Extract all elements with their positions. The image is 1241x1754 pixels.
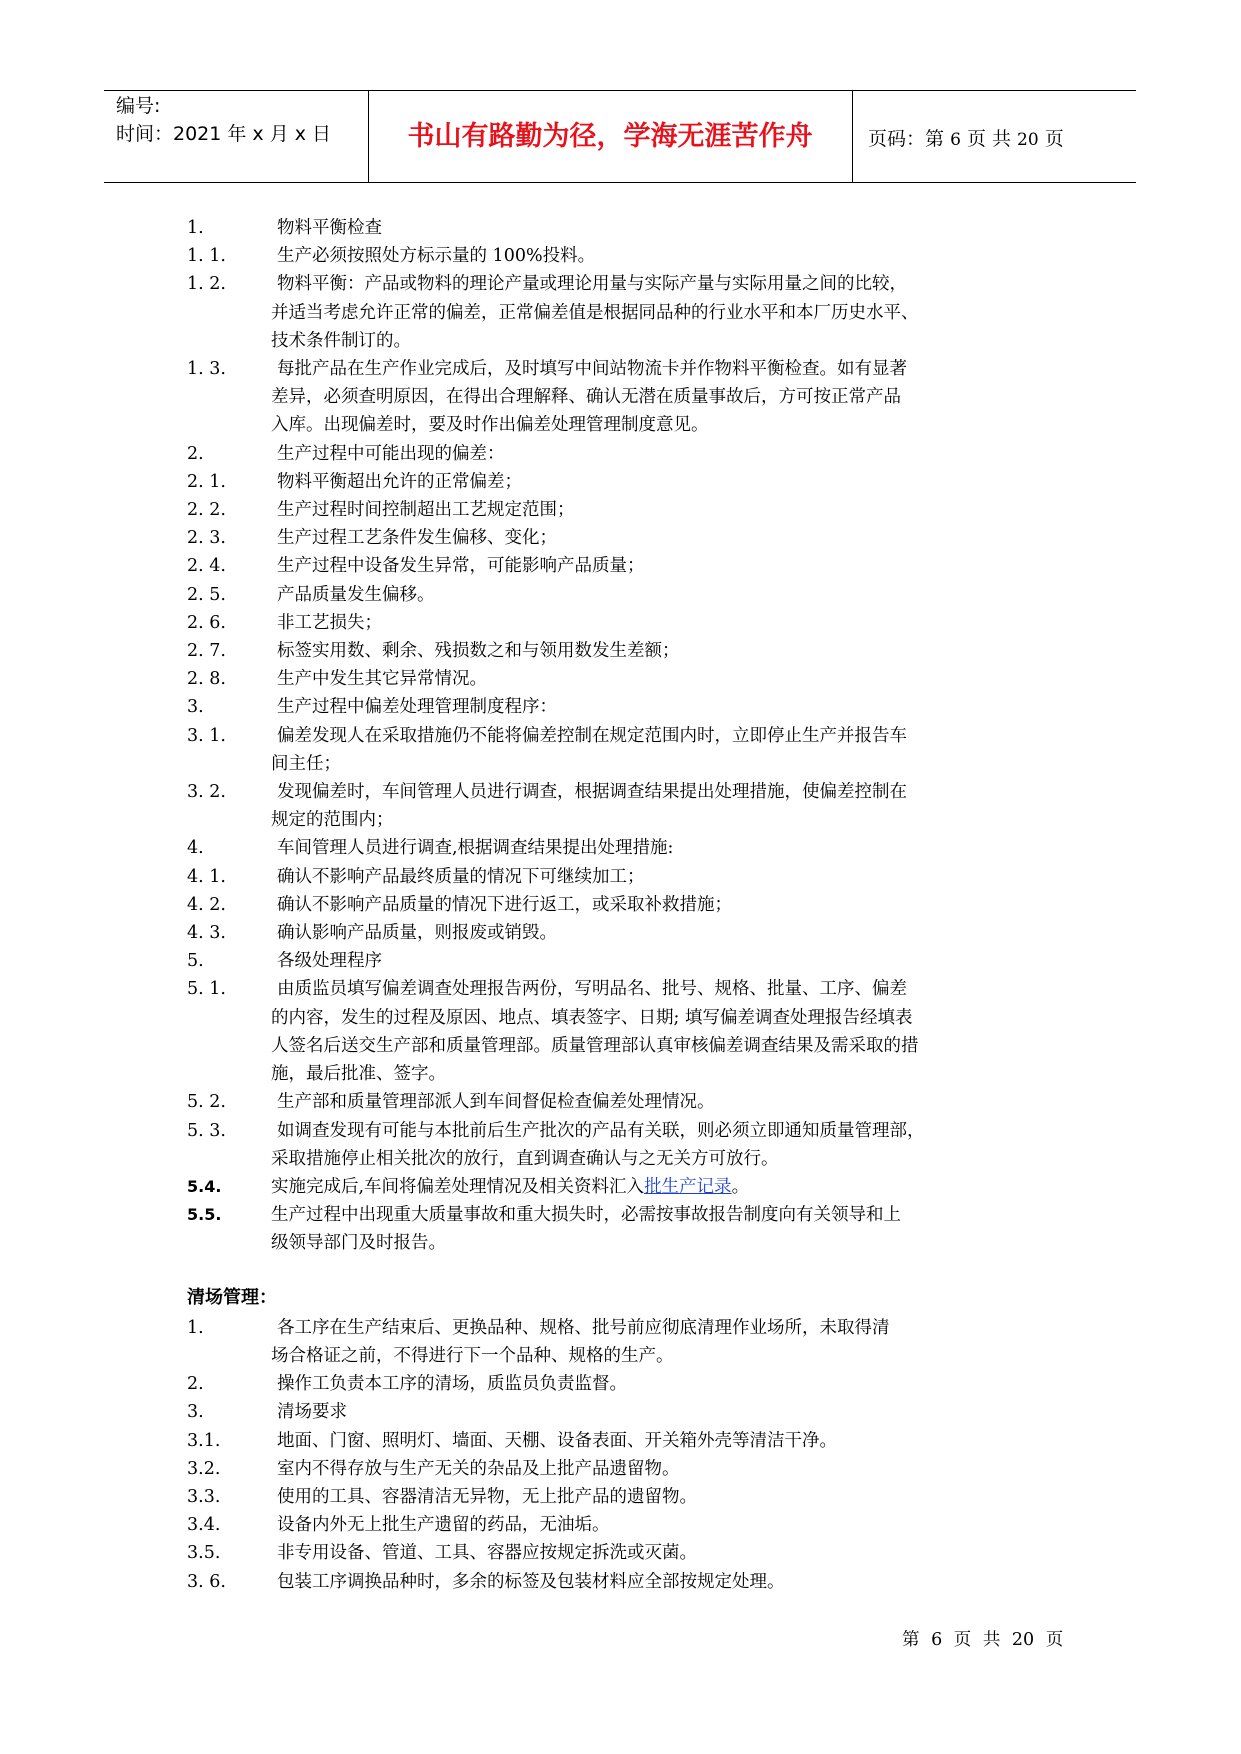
list-item xyxy=(187,1201,1067,1257)
item-line: 产品质量发生偏移。 xyxy=(277,584,435,605)
item-line: 的内容，发生的过程及原因、地点、填表签字、日期; 填写偏差调查处理报告经填表 xyxy=(271,1007,913,1028)
list-item xyxy=(187,919,1067,947)
item-text xyxy=(271,1398,1067,1426)
item-text xyxy=(271,1173,1067,1201)
page-footer: 第 6 页 共 20 页 xyxy=(902,1630,1064,1650)
item-line: 设备内外无上批生产遗留的药品，无油垢。 xyxy=(277,1515,610,1536)
item-text xyxy=(271,524,1067,552)
item-number: 2. xyxy=(187,443,204,464)
document-body xyxy=(187,214,1067,1596)
item-number: 5. 3. xyxy=(187,1120,226,1141)
item-line: 室内不得存放与生产无关的杂品及上批产品遗留物。 xyxy=(277,1458,680,1479)
list-item xyxy=(187,1483,1067,1511)
list-item xyxy=(187,270,1067,355)
item-number: 3.5. xyxy=(187,1543,221,1564)
motto: 书山有路勤为径，学海无涯苦作舟 xyxy=(407,121,813,152)
item-number: 5. 2. xyxy=(187,1092,226,1113)
list-item xyxy=(187,1539,1067,1567)
item-text xyxy=(271,1117,1067,1173)
item-line: 物料平衡超出允许的正常偏差； xyxy=(277,471,522,492)
list-item xyxy=(187,242,1067,270)
list-item xyxy=(187,214,1067,242)
list-item xyxy=(187,722,1067,778)
header-divider-right xyxy=(852,90,853,182)
item-line: 采取措施停止相关批次的放行，直到调查确认与之无关方可放行。 xyxy=(271,1148,779,1169)
item-line: 入库。出现偏差时，要及时作出偏差处理管理制度意见。 xyxy=(271,415,709,436)
page-total: 20 xyxy=(1017,130,1039,150)
item-line: 标签实用数、剩余、残损数之和与领用数发生差额； xyxy=(277,641,680,662)
item-text xyxy=(271,834,1067,862)
item-text xyxy=(271,863,1067,891)
deviation-list xyxy=(187,214,1067,1173)
item-line: 规定的范围内； xyxy=(271,810,394,831)
item-number: 1. xyxy=(187,218,204,238)
list-item xyxy=(187,1427,1067,1455)
list-item xyxy=(187,581,1067,609)
item-number: 2. 6. xyxy=(187,612,226,633)
item-number: 2. 8. xyxy=(187,669,226,690)
list-item xyxy=(187,1314,1067,1370)
item-number: 5.4. xyxy=(187,1176,222,1196)
item-line: 清场要求 xyxy=(277,1402,347,1423)
item-text xyxy=(271,242,1067,270)
item-number: 3.2. xyxy=(187,1458,221,1479)
list-item xyxy=(187,1088,1067,1116)
item-number: 1. 1. xyxy=(187,246,226,267)
item-line: 生产过程中出现重大质量事故和重大损失时，必需按事故报告制度向有关领导和上 xyxy=(271,1205,901,1226)
list-item xyxy=(187,1455,1067,1483)
item-line: 生产部和质量管理部派人到车间督促检查偏差处理情况。 xyxy=(277,1092,715,1113)
item-text xyxy=(271,355,1067,440)
item-text xyxy=(271,665,1067,693)
item-line: 使用的工具、容器清洁无异物，无上批产品的遗留物。 xyxy=(277,1486,697,1507)
item-text xyxy=(271,1483,1067,1511)
item-number: 2. 1. xyxy=(187,471,226,492)
item-text xyxy=(271,1455,1067,1483)
item-line: 生产过程工艺条件发生偏移、变化； xyxy=(277,528,557,549)
list-item xyxy=(187,355,1067,440)
item-number: 3. xyxy=(187,1402,204,1423)
list-item xyxy=(187,778,1067,834)
header-bottom-border xyxy=(104,182,1136,183)
item-text xyxy=(271,1088,1067,1116)
item-text xyxy=(271,975,1067,1088)
item-number: 5.5. xyxy=(187,1205,222,1225)
item-text xyxy=(271,1568,1067,1596)
item-line: 发现偏差时，车间管理人员进行调查，根据调查结果提出处理措施，使偏差控制在 xyxy=(277,782,907,803)
item-number: 4. xyxy=(187,838,204,859)
list-item xyxy=(187,552,1067,580)
item-number: 4. 3. xyxy=(187,923,226,944)
list-item xyxy=(187,496,1067,524)
item-number: 5. 1. xyxy=(187,979,226,1000)
item-line: 差异，必须查明原因，在得出合理解释、确认无潜在质量事故后，方可按正常产品 xyxy=(271,387,901,408)
item-text xyxy=(271,468,1067,496)
list-item xyxy=(187,891,1067,919)
list-item xyxy=(187,609,1067,637)
list-item xyxy=(187,665,1067,693)
item-line: 间主任； xyxy=(271,753,341,774)
item-text xyxy=(271,1511,1067,1539)
batch-record-link[interactable]: 批生产记录 xyxy=(644,1176,732,1197)
list-item xyxy=(187,1117,1067,1173)
item-number: 3.4. xyxy=(187,1515,221,1536)
item-text xyxy=(271,722,1067,778)
item-number: 3. 6. xyxy=(187,1571,226,1592)
item-text xyxy=(271,270,1067,355)
item-number: 2. xyxy=(187,1374,204,1395)
page-middle: 页 共 xyxy=(966,128,1011,150)
item-line: 生产过程时间控制超出工艺规定范围； xyxy=(277,500,575,521)
item-text xyxy=(271,1539,1067,1567)
item-number: 1. xyxy=(187,1317,204,1338)
item-line: 级领导部门及时报告。 xyxy=(271,1233,446,1254)
list-item xyxy=(187,975,1067,1088)
item-text xyxy=(271,581,1067,609)
item-line: 地面、门窗、照明灯、墙面、天棚、设备表面、开关箱外壳等清洁干净。 xyxy=(277,1430,837,1451)
list-item xyxy=(187,637,1067,665)
time-label: 时间：2021 年 x 月 x 日 xyxy=(116,123,332,145)
list-item xyxy=(187,1398,1067,1426)
item-text xyxy=(271,1427,1067,1455)
list-item xyxy=(187,1173,1067,1201)
section-title-cleanup: 清场管理： xyxy=(187,1286,277,1308)
item-text xyxy=(271,693,1067,721)
item-number: 5. xyxy=(187,951,204,972)
item-number: 4. 1. xyxy=(187,866,226,887)
item-text xyxy=(271,1370,1067,1398)
item-line: 每批产品在生产作业完成后，及时填写中间站物流卡并作物料平衡检查。如有显著 xyxy=(277,359,907,380)
item-line: 生产必须按照处方标示量的 100%投料。 xyxy=(277,246,596,267)
item-number: 1. 2. xyxy=(187,274,226,295)
item-text xyxy=(271,891,1067,919)
item-line: 确认不影响产品质量的情况下进行返工，或采取补救措施； xyxy=(277,894,732,915)
item-text xyxy=(271,947,1067,975)
item-line: 由质监员填写偏差调查处理报告两份，写明品名、批号、规格、批量、工序、偏差 xyxy=(277,979,907,1000)
list-item xyxy=(187,947,1067,975)
item-text xyxy=(271,778,1067,834)
item-line: 并适当考虑允许正常的偏差，正常偏差值是根据同品种的行业水平和本厂历史水平、 xyxy=(271,302,919,323)
item-line: 各级处理程序 xyxy=(277,951,382,972)
item-text xyxy=(271,637,1067,665)
item-number: 2. 4. xyxy=(187,556,226,577)
page-current: 6 xyxy=(950,130,961,150)
number-label: 编号: xyxy=(116,95,161,117)
item-number: 2. 3. xyxy=(187,528,226,549)
page-indicator xyxy=(868,124,1064,151)
list-item xyxy=(187,1568,1067,1596)
item-number: 3.1. xyxy=(187,1430,221,1451)
item-line: 车间管理人员进行调查,根据调查结果提出处理措施: xyxy=(277,838,674,859)
item-number: 4. 2. xyxy=(187,894,226,915)
item-line: 生产过程中偏差处理管理制度程序： xyxy=(277,697,557,718)
list-item xyxy=(187,834,1067,862)
cleanup-list xyxy=(187,1314,1067,1596)
item-line: 生产过程中可能出现的偏差： xyxy=(277,443,505,464)
item-text xyxy=(271,214,1067,242)
item-number: 1. 3. xyxy=(187,359,226,380)
list-item xyxy=(187,440,1067,468)
item-line: 确认不影响产品最终质量的情况下可继续加工； xyxy=(277,866,645,887)
list-item xyxy=(187,1511,1067,1539)
list-item xyxy=(187,1370,1067,1398)
item-line: 确认影响产品质量，则报废或销毁。 xyxy=(277,923,557,944)
item-text xyxy=(271,440,1067,468)
item-number: 2. 7. xyxy=(187,641,226,662)
item-line: 包装工序调换品种时，多余的标签及包装材料应全部按规定处理。 xyxy=(277,1571,785,1592)
item-text-before: 实施完成后,车间将偏差处理情况及相关资料汇入 xyxy=(271,1176,645,1197)
item-text xyxy=(271,496,1067,524)
item-line: 施，最后批准、签字。 xyxy=(271,1064,446,1085)
item-line: 生产过程中设备发生异常，可能影响产品质量； xyxy=(277,556,645,577)
page-suffix: 页 xyxy=(1044,128,1064,150)
item-line: 生产中发生其它异常情况。 xyxy=(277,669,487,690)
header-left-cell xyxy=(116,92,331,148)
header-top-border xyxy=(104,90,1136,91)
item-text xyxy=(271,1201,1067,1257)
item-line: 物料平衡：产品或物料的理论产量或理论用量与实际产量与实际用量之间的比较， xyxy=(277,274,907,295)
item-line: 人签名后送交生产部和质量管理部。质量管理部认真审核偏差调查结果及需采取的措 xyxy=(271,1035,919,1056)
list-item xyxy=(187,468,1067,496)
list-item xyxy=(187,524,1067,552)
item-text xyxy=(271,919,1067,947)
item-line: 非工艺损失； xyxy=(277,612,382,633)
item-number: 3. xyxy=(187,697,204,718)
item-line: 技术条件制订的。 xyxy=(271,330,411,351)
item-text xyxy=(271,609,1067,637)
item-number: 2. 2. xyxy=(187,500,226,521)
list-item xyxy=(187,863,1067,891)
item-line: 物料平衡检查 xyxy=(277,218,382,238)
page-prefix: 页码：第 xyxy=(868,128,945,150)
item-line: 如调查发现有可能与本批前后生产批次的产品有关联，则必须立即通知质量管理部， xyxy=(277,1120,925,1141)
item-line: 操作工负责本工序的清场，质监员负责监督。 xyxy=(277,1374,627,1395)
item-line: 偏差发现人在采取措施仍不能将偏差控制在规定范围内时，立即停止生产并报告车 xyxy=(277,725,907,746)
item-text-after: 。 xyxy=(731,1176,750,1197)
item-line: 场合格证之前，不得进行下一个品种、规格的生产。 xyxy=(271,1345,674,1366)
item-text xyxy=(271,1314,1067,1370)
item-number: 3. 2. xyxy=(187,782,226,803)
item-number: 2. 5. xyxy=(187,584,226,605)
item-number: 3. 1. xyxy=(187,725,226,746)
list-item xyxy=(187,693,1067,721)
item-line: 非专用设备、管道、工具、容器应按规定拆洗或灭菌。 xyxy=(277,1543,697,1564)
item-number: 3.3. xyxy=(187,1486,221,1507)
item-line: 各工序在生产结束后、更换品种、规格、批号前应彻底清理作业场所，未取得清 xyxy=(277,1317,890,1338)
item-text xyxy=(271,552,1067,580)
